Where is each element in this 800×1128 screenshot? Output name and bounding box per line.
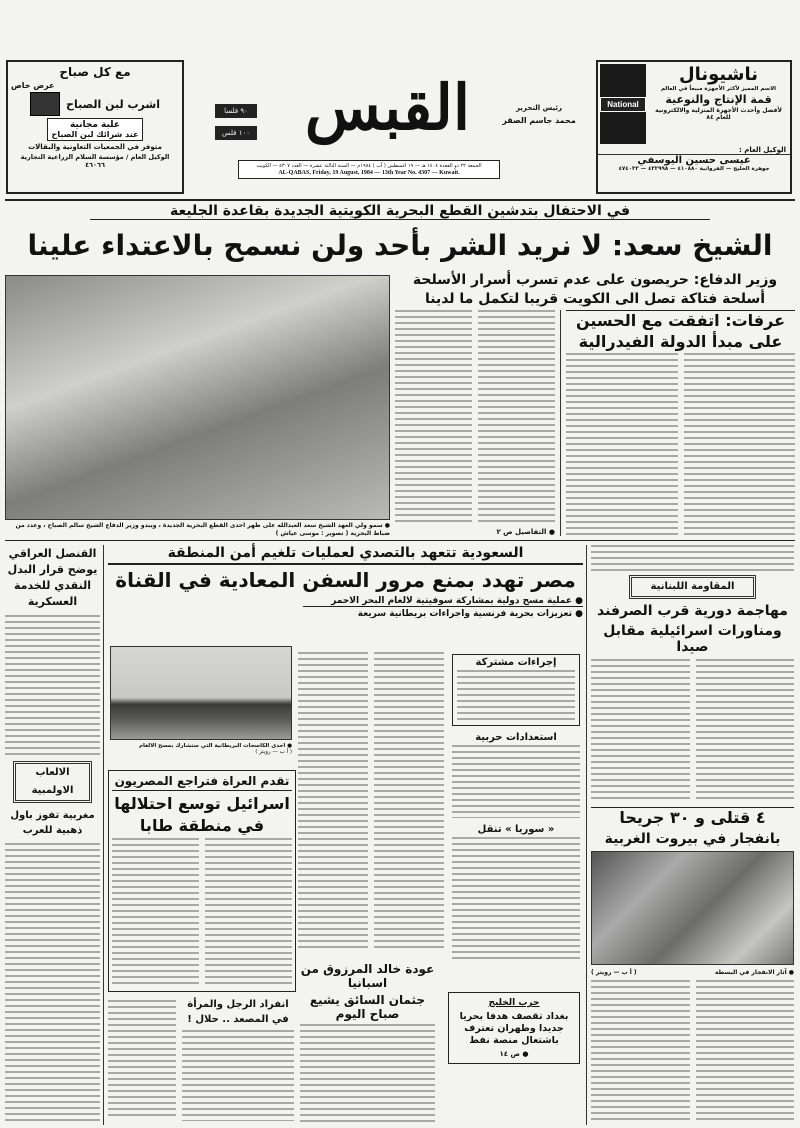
national-brand-ar: ناشيونال bbox=[679, 64, 758, 85]
newspaper-logo: القبس bbox=[304, 71, 471, 144]
ad-line-4: عند شرائك لبن الصباح bbox=[51, 130, 139, 139]
arafat-headline-2: على مبدأ الدولة الفيدرالية bbox=[578, 332, 783, 351]
red-sea-body-col-1 bbox=[298, 652, 368, 952]
ad-offer-box bbox=[47, 118, 144, 141]
taba-body-col-1 bbox=[112, 838, 199, 988]
syria-body bbox=[452, 837, 580, 960]
ad-line-1: مع كل صباح bbox=[59, 65, 131, 79]
ad-line-5: متوفر في الجمعيات التعاونية والبقالات bbox=[28, 143, 162, 151]
red-sea-top bbox=[108, 545, 583, 619]
arafat-body-col-1 bbox=[566, 353, 678, 536]
red-sea-headline: مصر تهدد بمنع مرور السفن المعادية في القناة bbox=[115, 568, 576, 592]
caption-credit: ( أ ب — رويتر ) bbox=[591, 968, 637, 976]
syria-title: « سوريا » تنقل bbox=[477, 824, 555, 835]
national-agent-label: الوكيل العام : bbox=[598, 146, 790, 155]
ad-product-row bbox=[30, 92, 160, 116]
column-divider bbox=[103, 545, 104, 1125]
iraq-consul-body bbox=[5, 615, 100, 756]
red-sea-body-col-2 bbox=[374, 652, 444, 952]
misc-body-left bbox=[108, 1000, 176, 1120]
national-logo: National bbox=[600, 97, 646, 112]
taba-body-col-2 bbox=[205, 838, 292, 988]
masthead-rule bbox=[5, 199, 795, 201]
lead-photo-caption: ● سمو ولي العهد الشيخ سعد العبدالله على ظهر احدى القطع البحرية الجديدة ، ويبدو وزير الدفاع الشيخ سالم الصباح ، وعدد من ضباط البحرية ( تصوير : موسى عياش ) bbox=[15, 522, 390, 537]
lead-body-col-2 bbox=[478, 310, 555, 525]
taba-headline-2: في منطقة طابا bbox=[139, 816, 265, 835]
caption-text: ● آثار الانفجار في البسطة bbox=[714, 968, 794, 976]
lead-right-area bbox=[395, 272, 795, 536]
lead-subhead-1: وزير الدفاع: حريصون على عدم تسرب أسرار الأسلحة bbox=[412, 272, 778, 288]
beirut-headline-1: ٤ قتلى و ٣٠ جريحا bbox=[591, 807, 794, 827]
bullet-text: تعزيزات بحرية فرنسية واجراءات بريطانية سريعة bbox=[357, 609, 572, 619]
beirut-explosion-photo bbox=[591, 851, 794, 965]
date-strip bbox=[238, 160, 500, 179]
beirut-headline-2: بانفجار في بيروت الغربية bbox=[604, 830, 781, 847]
ad-line-2: اشرب لبن الصباح bbox=[66, 97, 160, 111]
price-box-2: ١٠٠ فلس bbox=[215, 126, 257, 140]
column-divider bbox=[586, 545, 587, 1125]
joint-measures-body bbox=[457, 670, 575, 723]
national-tagline-3: لأفضل وأحدث الأجهزة المنزلية والالكترونية للعام ٨٤ bbox=[655, 107, 782, 121]
national-tagline-1: الاسم المميز لأكثر الأجهزة مبيعاً في العالم bbox=[660, 86, 777, 92]
lebanon-resistance-box bbox=[629, 575, 756, 599]
arafat-continued bbox=[591, 545, 794, 571]
war-preparations bbox=[452, 732, 580, 818]
red-sea-bullet-1: ● عملية مسح دولية بمشاركة سوفيتية لالغام البحر الاحمر bbox=[303, 596, 583, 607]
national-tagline-2: قمة الإنتاج والنوعية bbox=[665, 93, 772, 106]
taba-box bbox=[108, 770, 296, 992]
lead-continued: ● التفاصيل ص ٢ bbox=[496, 528, 555, 536]
marzouq-headline-2: جثمان السائق يشيع صباح اليوم bbox=[309, 993, 426, 1021]
joint-measures-box bbox=[452, 654, 580, 726]
war-preparations-title: استعدادات حربية bbox=[475, 732, 557, 743]
national-contact: جوهرة الخليج — الفروانية ٤١٠٨٨٠ — ٤٣٢٩٩٨ — ٤٧٤٠٣٣ bbox=[618, 166, 770, 172]
arafat-headline-1: عرفات: اتفقت مع الحسين bbox=[566, 310, 795, 330]
gulf-war-title: حرب الخليج bbox=[488, 998, 540, 1008]
lead-body-cols bbox=[395, 310, 555, 525]
date-english: AL-QABAS, Friday, 19 August, 1984 — 13th Year No. 4307 — Kuwait. bbox=[278, 170, 460, 176]
bullet-text: عملية مسح دولية بمشاركة سوفيتية لالغام البحر الاحمر bbox=[331, 596, 572, 606]
olympics-headline: مغربية تفوز باول ذهبية للعرب bbox=[10, 809, 95, 836]
column-divider bbox=[560, 310, 561, 536]
national-agent-name: عيسى حسين اليوسفي bbox=[637, 155, 751, 166]
olympics-box bbox=[13, 761, 92, 803]
national-logo-block bbox=[600, 64, 646, 144]
editor-block bbox=[494, 104, 584, 125]
marzouq-body bbox=[300, 1024, 435, 1122]
olympics-box-label: الالعاب الاولمبية bbox=[31, 766, 74, 796]
editor-label: رئيس التحرير bbox=[515, 104, 563, 112]
price-box-1: ٩٠ فلسا bbox=[215, 104, 257, 118]
national-text bbox=[649, 64, 788, 144]
right-column bbox=[591, 545, 794, 1123]
iraq-consul-headline: القنصل العراقي يوضح قرار البدل النقدي للخدمة العسكرية bbox=[7, 547, 98, 608]
arafat-story bbox=[566, 310, 795, 536]
left-column bbox=[5, 546, 100, 1124]
taba-headline-1: اسرائيل توسع احتلالها bbox=[114, 794, 290, 813]
arafat-body-col-2 bbox=[684, 353, 796, 536]
taba-body bbox=[112, 838, 292, 988]
lebanon-headline-2: ومناورات اسرائيلية مقابل صيدا bbox=[603, 623, 782, 655]
ad-national bbox=[596, 60, 792, 194]
marzouq-headline-1: عودة خالد المرزوق من اسبانيا bbox=[300, 962, 435, 990]
national-top-row bbox=[598, 62, 790, 146]
beirut-photo-caption bbox=[591, 969, 794, 976]
arafat-body bbox=[566, 353, 795, 536]
ad-line-6: الوكيل العام / مؤسسة السلام الزراعية التجارية ٤٦٠٦٦ bbox=[20, 153, 170, 169]
date-arabic: الجمعة ٢٢ ذو القعدة ١٤٠٤ هـ — ١٩ اغسطس ( آب ) ١٩٨٤م — السنة الثالثة عشرة — العدد ٤٣٠٧ — الكويت bbox=[256, 163, 482, 169]
ad-product-image bbox=[30, 92, 60, 116]
elevator-body bbox=[182, 1030, 294, 1121]
lebanon-headline-1: مهاجمة دورية قرب الصرفند bbox=[597, 603, 788, 619]
editor-name: محمد جاسم الصقر bbox=[502, 116, 576, 125]
beirut-body-col-1 bbox=[591, 980, 690, 1124]
syria bbox=[452, 824, 580, 960]
minesweeper-caption-block bbox=[110, 743, 292, 755]
ad-line-3: علبة مجانية bbox=[69, 120, 121, 130]
gulf-war-box bbox=[448, 992, 580, 1064]
minesweeper-credit: ( أ ب — رويتر ) bbox=[255, 749, 292, 755]
taba-kicker: تقدم العراة فتراجع المصريون bbox=[112, 774, 292, 791]
elevator-headline: انفراد الرجل والمرأة في المصعد .. حلال ! bbox=[187, 999, 289, 1025]
joint-measures-title: إجراءات مشتركة bbox=[475, 657, 557, 668]
olympics-body bbox=[5, 843, 100, 1124]
lead-lower-row bbox=[395, 310, 795, 536]
beirut-body-col-2 bbox=[696, 980, 795, 1124]
gulf-war-headline: بغداد تقصف هدفا بحريا جديدا وطهران تعترف باشتعال منصة نفط bbox=[459, 1011, 569, 1046]
lead-subhead-2: أسلحة فتاكة تصل الى الكويت قريبا لتكمل ما لدينا bbox=[424, 291, 766, 307]
minesweeper-photo bbox=[110, 646, 292, 740]
lebanon-body-col-2 bbox=[696, 659, 795, 803]
minesweeper-caption: ● احدى الكاسحات البريطانية التي ستشارك بمسح الالغام bbox=[138, 743, 292, 749]
ad-badge: عرض خاص bbox=[11, 81, 55, 90]
lead-headline: الشيخ سعد: لا نريد الشر بأحد ولن نسمح بالاعتداء علينا bbox=[27, 229, 773, 262]
red-sea-bullet-2: ● تعزيزات بحرية فرنسية واجراءات بريطانية سريعة bbox=[357, 609, 583, 619]
ad-laban-alsabah bbox=[6, 60, 184, 194]
elevator-story bbox=[182, 997, 294, 1121]
lead-body-col-1 bbox=[395, 310, 472, 525]
lebanon-body bbox=[591, 659, 794, 803]
beirut-body bbox=[591, 980, 794, 1124]
lead-kicker: في الاحتفال بتدشين القطع البحرية الكويتية الجديدة بقاعدة الجليعة bbox=[90, 203, 710, 220]
marzouq-story bbox=[300, 962, 435, 1122]
war-preparations-body bbox=[452, 745, 580, 818]
lead-photo-naval-ceremony bbox=[5, 275, 390, 520]
lebanon-body-col-1 bbox=[591, 659, 690, 803]
red-sea-kicker: السعودية تتعهد بالتصدي لعمليات تلغيم أمن المنطقة bbox=[108, 545, 583, 565]
section-rule bbox=[5, 540, 795, 541]
lebanon-resistance-label: المقاومة اللبنانية bbox=[650, 581, 735, 592]
gulf-war-page-ref: ● ص ١٤ bbox=[499, 1050, 529, 1058]
lead-body bbox=[395, 310, 555, 536]
